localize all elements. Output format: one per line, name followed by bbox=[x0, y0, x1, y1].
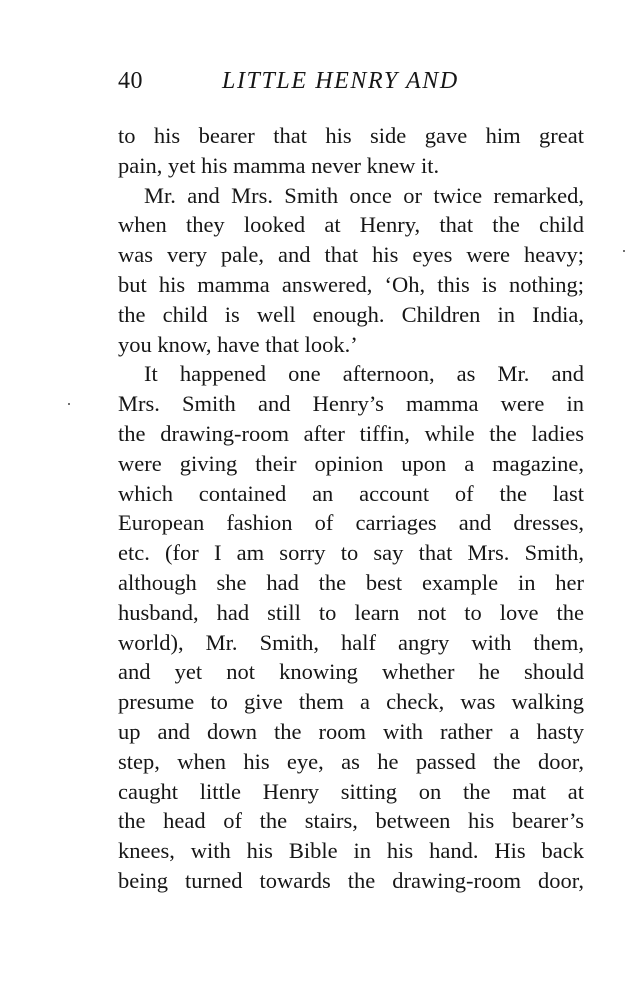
text-line: being turned towards the drawing-room door, bbox=[118, 867, 584, 893]
body-text bbox=[118, 121, 584, 896]
scan-speck bbox=[68, 403, 70, 405]
text-line: etc. (for I am sorry to say that Mrs. Smith, bbox=[118, 540, 584, 566]
text-line: and yet not knowing whether he should bbox=[118, 659, 584, 685]
text-line: but his mamma answered, ‘Oh, this is nothing; bbox=[118, 271, 584, 297]
text-line: when they looked at Henry, that the child bbox=[118, 212, 584, 238]
text-line: European fashion of carriages and dresses, bbox=[118, 510, 584, 536]
text-line: world), Mr. Smith, half angry with them, bbox=[118, 629, 584, 655]
text-line: caught little Henry sitting on the mat at bbox=[118, 778, 584, 804]
text-line: knees, with his Bible in his hand. His back bbox=[118, 838, 584, 864]
text-line: the drawing-room after tiffin, while the ladies bbox=[118, 420, 584, 446]
text-line: to his bearer that his side gave him great bbox=[118, 123, 584, 148]
text-line: presume to give them a check, was walking bbox=[118, 689, 584, 715]
running-head bbox=[118, 68, 518, 108]
text-line: Mrs. Smith and Henry’s mamma were in bbox=[118, 391, 584, 417]
text-line: the head of the stairs, between his bearer’s bbox=[118, 808, 584, 834]
scan-speck bbox=[623, 250, 625, 252]
text-line: which contained an account of the last bbox=[118, 480, 584, 506]
text-line: up and down the room with rather a hasty bbox=[118, 718, 584, 744]
text-line: although she had the best example in her bbox=[118, 569, 584, 595]
page-number: 40 bbox=[118, 68, 143, 94]
text-line: was very pale, and that his eyes were heavy; bbox=[118, 242, 584, 268]
text-line: pain, yet his mamma never knew it. bbox=[118, 152, 440, 178]
text-line: the child is well enough. Children in India, bbox=[118, 301, 584, 327]
paragraph-first-line: Mr. and Mrs. Smith once or twice remarked, bbox=[144, 182, 584, 208]
text-line: husband, had still to learn not to love the bbox=[118, 599, 584, 625]
text-line: you know, have that look.’ bbox=[118, 331, 358, 357]
text-line: step, when his eye, as he passed the door, bbox=[118, 748, 584, 774]
paragraph-first-line: It happened one afternoon, as Mr. and bbox=[144, 361, 584, 387]
text-line: were giving their opinion upon a magazine, bbox=[118, 450, 584, 476]
running-title: LITTLE HENRY AND bbox=[222, 68, 459, 94]
